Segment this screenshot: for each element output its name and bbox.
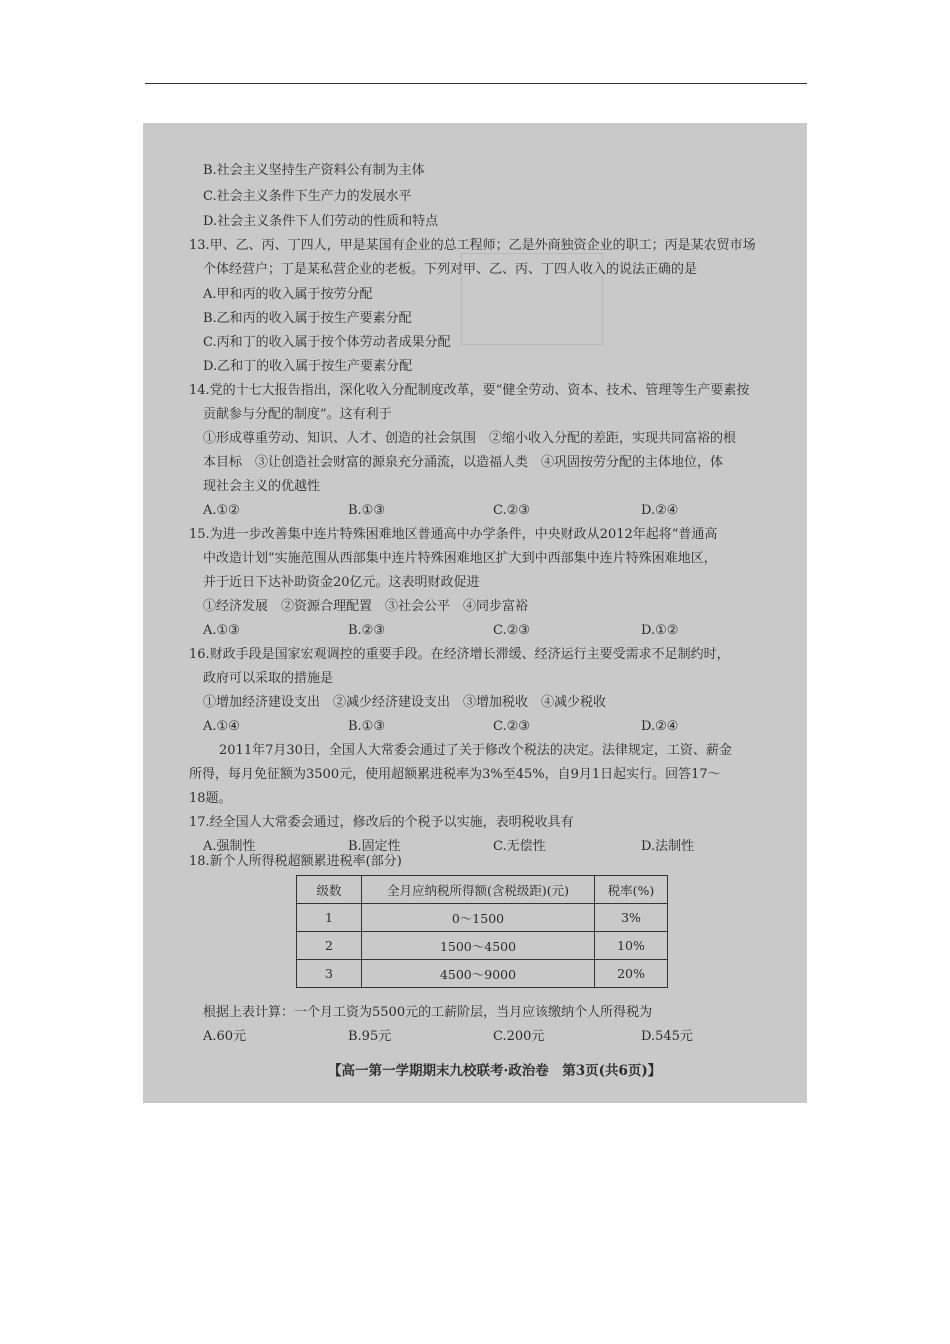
q17-option-a: A.强制性 [203, 839, 256, 854]
q15-stem-line2: 中改造计划”实施范围从西部集中连片特殊困难地区扩大到中西部集中连片特殊困难地区， [203, 551, 717, 566]
tax-rate-table [296, 875, 668, 988]
scanned-exam-page [143, 123, 807, 1103]
q17-option-d: D.法制性 [641, 839, 695, 854]
q16-items: ①增加经济建设支出 ②减少经济建设支出 ③增加税收 ④减少税收 [203, 695, 607, 710]
material-line1: 2011年7月30日，全国人大常委会通过了关于修改个税法的决定。法律规定，工资、薪金 [219, 743, 732, 758]
q18-question: 根据上表计算：一个月工资为5500元的工薪阶层，当月应该缴纳个人所得税为 [203, 1005, 653, 1020]
material-line3: 18题。 [189, 791, 232, 806]
q16-option-c: C.②③ [493, 719, 530, 734]
top-rule [145, 83, 807, 84]
q18-option-b: B.95元 [348, 1029, 392, 1044]
q13-option-d: D.乙和丁的收入属于按生产要素分配 [203, 359, 413, 374]
q14-stem-line2: 贡献参与分配的制度”。这有利于 [203, 407, 392, 422]
q13-stem-line1: 13.甲、乙、丙、丁四人，甲是某国有企业的总工程师；乙是外商独资企业的职工；丙是某农贸市场 [189, 238, 756, 253]
q14-option-c: C.②③ [493, 503, 530, 518]
q14-stem-line1: 14.党的十七大报告指出，深化收入分配制度改革，要“健全劳动、资本、技术、管理等生产要素按 [189, 383, 750, 398]
table-cell: 20% [595, 960, 668, 988]
q15-stem-line3: 并于近日下达补助资金20亿元。这表明财政促进 [203, 575, 480, 590]
table-cell: 3 [297, 960, 362, 988]
q14-item-line1: ①形成尊重劳动、知识、人才、创造的社会氛围 ②缩小收入分配的差距，实现共同富裕的根 [203, 431, 737, 446]
q16-stem-line1: 16.财政手段是国家宏观调控的重要手段。在经济增长滞缓、经济运行主要受需求不足制约时， [189, 647, 730, 662]
table-cell: 0～1500 [362, 904, 595, 932]
q15-option-d: D.①② [641, 623, 679, 638]
q12-option-d: D.社会主义条件下人们劳动的性质和特点 [203, 214, 439, 229]
table-header-cell: 全月应纳税所得额(含税级距)(元) [362, 876, 595, 904]
table-header-row [297, 876, 668, 904]
q17-stem: 17.经全国人大常委会通过，修改后的个税予以实施，表明税收具有 [189, 815, 574, 830]
q18-option-c: C.200元 [493, 1029, 545, 1044]
q12-option-c: C.社会主义条件下生产力的发展水平 [203, 189, 412, 204]
q13-option-b: B.乙和丙的收入属于按生产要素分配 [203, 311, 412, 326]
table-header-cell: 税率(%) [595, 876, 668, 904]
table-cell: 2 [297, 932, 362, 960]
q14-item-line2: 本目标 ③让创造社会财富的源泉充分涌流，以造福人类 ④巩固按劳分配的主体地位，体 [203, 455, 724, 470]
table-cell: 1500～4500 [362, 932, 595, 960]
q13-option-c: C.丙和丁的收入属于按个体劳动者成果分配 [203, 335, 451, 350]
q16-stem-line2: 政府可以采取的措施是 [203, 671, 334, 686]
table-header-cell: 级数 [297, 876, 362, 904]
q15-items: ①经济发展 ②资源合理配置 ③社会公平 ④同步富裕 [203, 599, 529, 614]
q13-option-a: A.甲和丙的收入属于按劳分配 [203, 287, 373, 302]
q15-option-b: B.②③ [348, 623, 385, 638]
table-row [297, 932, 668, 960]
q18-option-a: A.60元 [203, 1029, 247, 1044]
table-row [297, 960, 668, 988]
table-cell: 10% [595, 932, 668, 960]
q15-option-c: C.②③ [493, 623, 530, 638]
material-line2: 所得，每月免征额为3500元，使用超额累进税率为3%至45%，自9月1日起实行。回答17～ [189, 767, 721, 782]
q14-option-a: A.①② [203, 503, 240, 518]
q18-option-d: D.545元 [641, 1029, 693, 1044]
q16-option-b: B.①③ [348, 719, 385, 734]
table-cell: 4500～9000 [362, 960, 595, 988]
table-cell: 3% [595, 904, 668, 932]
q12-option-b: B.社会主义坚持生产资料公有制为主体 [203, 163, 425, 178]
q14-option-b: B.①③ [348, 503, 385, 518]
q15-option-a: A.①③ [203, 623, 240, 638]
page-footer: 【高一第一学期期末九校联考·政治卷 第3页(共6页)】 [328, 1063, 662, 1079]
q16-option-a: A.①④ [203, 719, 240, 734]
q15-stem-line1: 15.为进一步改善集中连片特殊困难地区普通高中办学条件，中央财政从2012年起将“普通高 [189, 527, 718, 542]
q17-option-b: B.固定性 [348, 839, 401, 854]
q17-option-c: C.无偿性 [493, 839, 546, 854]
q16-option-d: D.②④ [641, 719, 679, 734]
q18-stem: 18.新个人所得税超额累进税率(部分) [189, 854, 402, 869]
table-cell: 1 [297, 904, 362, 932]
q14-option-d: D.②④ [641, 503, 679, 518]
q14-item-line3: 现社会主义的优越性 [203, 479, 321, 494]
q13-stem-line2: 个体经营户；丁是某私营企业的老板。下列对甲、乙、丙、丁四人收入的说法正确的是 [203, 262, 698, 277]
table-row [297, 904, 668, 932]
